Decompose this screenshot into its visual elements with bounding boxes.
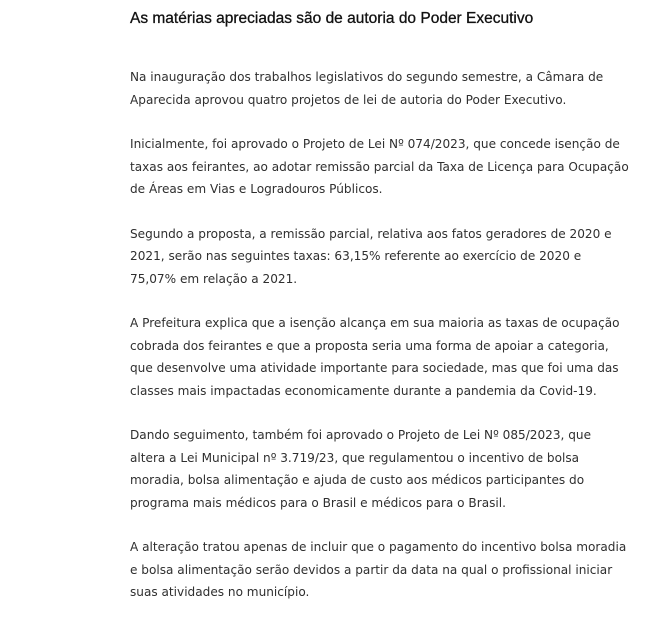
article-paragraph: A alteração tratou apenas de incluir que o pagamento do incentivo bolsa moradia e bolsa alimentação serão devidos a partir da data na qual o profissional iniciar suas atividades no município. (130, 540, 627, 599)
article-paragraph: A Prefeitura explica que a isenção alcança em sua maioria as taxas de ocupação cobrada dos feirantes e que a proposta seria uma forma de apoiar a categoria, que desenvolve uma atividade importante para sociedade, mas que foi uma das classes mais impactadas economicamente durante a pandemia da Covid-19. (130, 316, 620, 398)
article-paragraph: Inicialmente, foi aprovado o Projeto de Lei Nº 074/2023, que concede isenção de taxas aos feirantes, ao adotar remissão parcial da Taxa de Licença para Ocupação de Áreas em Vias e Logradouros Públicos. (130, 137, 629, 196)
article-title: As matérias apreciadas são de autoria do Poder Executivo (130, 10, 534, 27)
article-body (130, 66, 630, 604)
article-paragraph: Segundo a proposta, a remissão parcial, relativa aos fatos geradores de 2020 e 2021, serão nas seguintes taxas: 63,15% referente ao exercício de 2020 e 75,07% em relação a 2021. (130, 226, 612, 286)
article (130, 8, 630, 626)
article-paragraph: Na inauguração dos trabalhos legislativos do segundo semestre, a Câmara de Aparecida aprovou quatro projetos de lei de autoria do Poder Executivo. (130, 70, 604, 107)
article-paragraph: Dando seguimento, também foi aprovado o Projeto de Lei Nº 085/2023, que altera a Lei Municipal nº 3.719/23, que regulamentou o incentivo de bolsa moradia, bolsa alimentação e ajuda de custo aos médicos participantes do programa mais médicos para o Brasil e médicos para o Brasil. (130, 428, 592, 510)
